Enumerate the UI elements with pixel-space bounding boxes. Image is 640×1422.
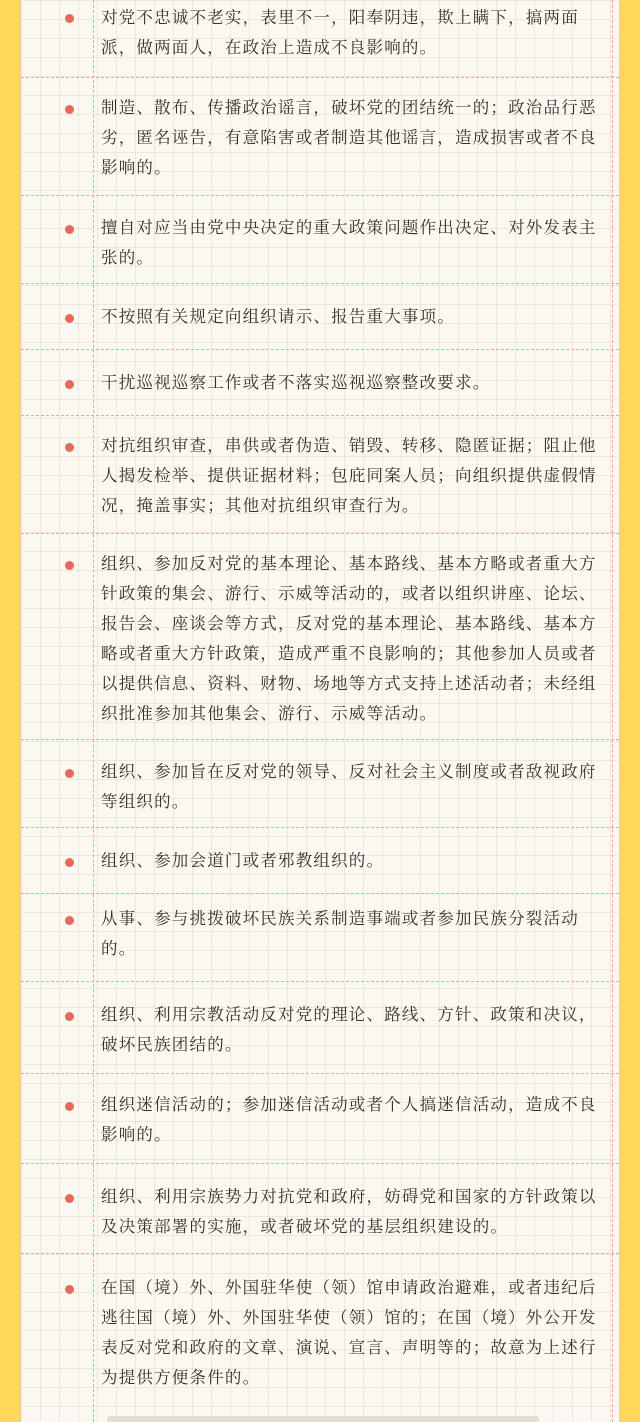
bullet-dot-icon: [65, 561, 74, 570]
list-item: [21, 78, 619, 196]
list-item: [21, 982, 619, 1074]
list-item: [21, 196, 619, 284]
bullet-dot-icon: [65, 858, 74, 867]
bullet-dot-icon: [65, 1194, 74, 1203]
bullet-dot-icon: [65, 1285, 74, 1294]
list-item-text: 组织、利用宗教活动反对党的理论、路线、方针、政策和决议，破坏民族团结的。: [101, 1005, 597, 1054]
list-item: [21, 894, 619, 982]
list-item: [21, 0, 619, 78]
list-item-text: 从事、参与挑拨破坏民族关系制造事端或者参加民族分裂活动的。: [101, 909, 579, 958]
list-item-text: 干扰巡视巡察工作或者不落实巡视巡察整改要求。: [101, 373, 491, 392]
list-item-text: 组织、参加旨在反对党的领导、反对社会主义制度或者敌视政府等组织的。: [101, 762, 597, 811]
list-item-text: 制造、散布、传播政治谣言，破坏党的团结统一的；政治品行恶劣，匿名诬告，有意陷害或者制造其他谣言，造成损害或者不良影响的。: [101, 98, 597, 177]
bullet-dot-icon: [65, 14, 74, 23]
list-item: [21, 284, 619, 350]
list-item: [21, 1074, 619, 1164]
list-item-text: 对抗组织审查，串供或者伪造、销毁、转移、隐匿证据；阻止他人揭发检举、提供证据材料；包庇同案人员；向组织提供虚假情况，掩盖事实；其他对抗组织审查行为。: [101, 436, 597, 515]
bullet-dot-icon: [65, 769, 74, 778]
bottom-scroll-bar: [107, 1416, 539, 1422]
list-item-text: 组织、利用宗族势力对抗党和政府，妨碍党和国家的方针政策以及决策部署的实施，或者破坏党的基层组织建设的。: [101, 1187, 597, 1236]
list-item: [21, 350, 619, 416]
bullet-dot-icon: [65, 1102, 74, 1111]
list-item-text: 组织、参加会道门或者邪教组织的。: [101, 851, 385, 870]
bullet-dot-icon: [65, 1012, 74, 1021]
right-yellow-frame: [620, 0, 640, 1422]
grid-paper: [20, 0, 620, 1422]
list-item-text: 不按照有关规定向组织请示、报告重大事项。: [101, 307, 455, 326]
list-item: [21, 1254, 619, 1422]
list-item: [21, 828, 619, 894]
bullet-dot-icon: [65, 314, 74, 323]
left-yellow-frame: [0, 0, 20, 1422]
list-item-text: 擅自对应当由党中央决定的重大政策问题作出决定、对外发表主张的。: [101, 218, 597, 267]
bullet-dot-icon: [65, 443, 74, 452]
list-item-text: 在国（境）外、外国驻华使（领）馆申请政治避难，或者违纪后逃往国（境）外、外国驻华使（领）馆的；在国（境）外公开发表反对党和政府的文章、演说、宣言、声明等的；故意为上述行为提供方便条件的。: [101, 1278, 597, 1387]
list-item-text: 组织、参加反对党的基本理论、基本路线、基本方略或者重大方针政策的集会、游行、示威等活动的，或者以组织讲座、论坛、报告会、座谈会等方式，反对党的基本理论、基本路线、基本方略或者重大方针政策，造成严重不良影响的；其他参加人员或者以提供信息、资料、财物、场地等方式支持上述活动者；未经组织批准参加其他集会、游行、示威等活动。: [101, 554, 597, 723]
bullet-dot-icon: [65, 105, 74, 114]
bullet-dot-icon: [65, 380, 74, 389]
list-item-text: 对党不忠诚不老实，表里不一，阳奉阴违，欺上瞒下，搞两面派，做两面人，在政治上造成不良影响的。: [101, 8, 579, 57]
list-item: [21, 416, 619, 534]
bullet-dot-icon: [65, 916, 74, 925]
list-item-text: 组织迷信活动的；参加迷信活动或者个人搞迷信活动，造成不良影响的。: [101, 1095, 597, 1144]
list-item: [21, 740, 619, 828]
bullet-dot-icon: [65, 225, 74, 234]
list-item: [21, 1164, 619, 1254]
list-item: [21, 534, 619, 740]
